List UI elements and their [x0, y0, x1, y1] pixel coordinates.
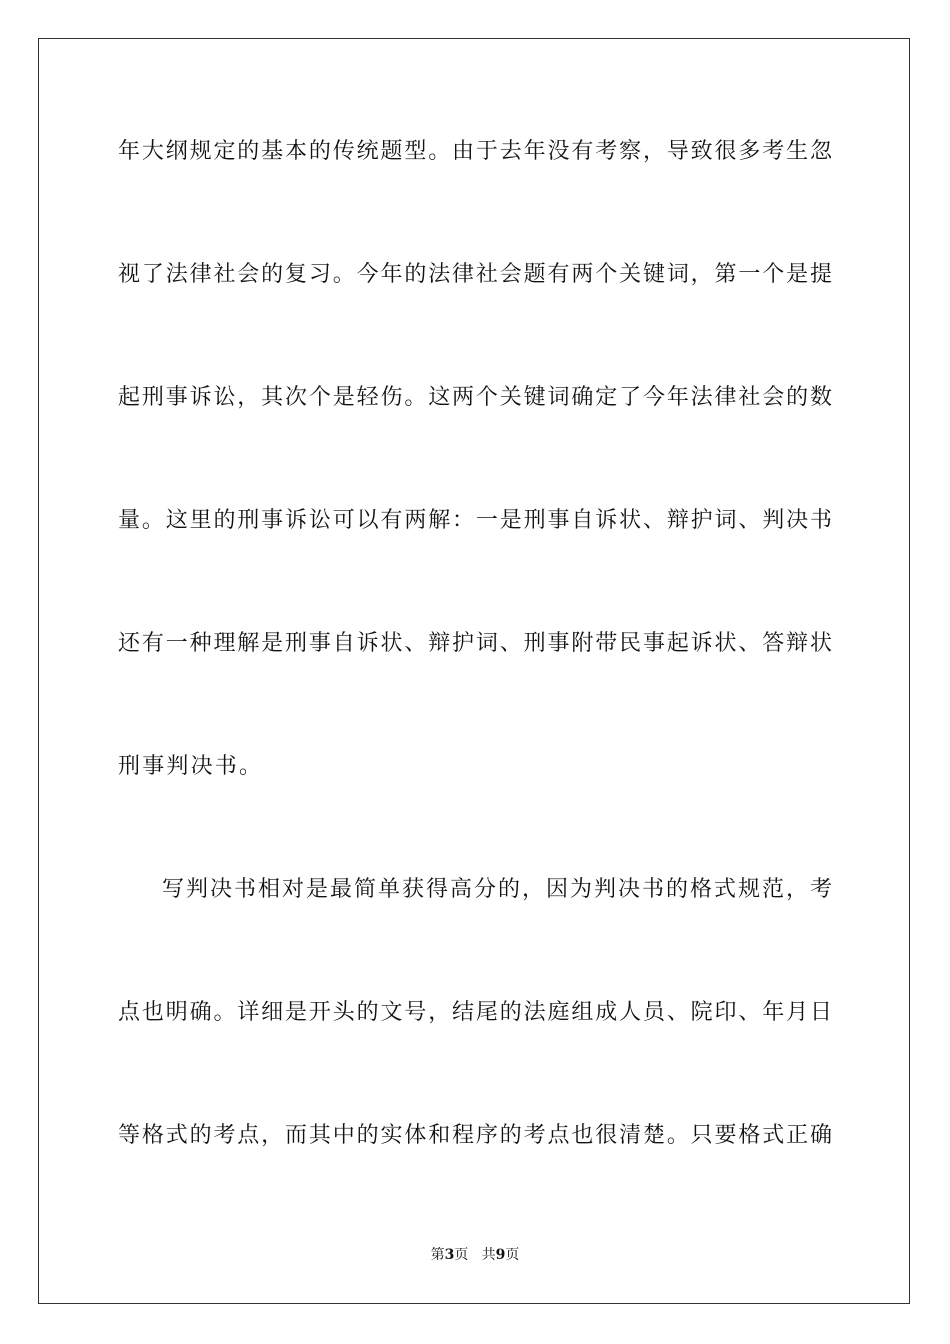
text-line: 量。这里的刑事诉讼可以有两解：一是刑事自诉状、辩护词、判决书	[118, 508, 832, 533]
page-border	[38, 38, 910, 1304]
text-line: 还有一种理解是刑事自诉状、辩护词、刑事附带民事起诉状、答辩状	[118, 631, 832, 656]
page-footer	[0, 1245, 950, 1265]
text-line: 点也明确。详细是开头的文号，结尾的法庭组成人员、院印、年月日	[118, 1000, 832, 1025]
total-suffix: 页	[505, 1247, 520, 1263]
text-line: 刑事判决书。	[118, 754, 264, 779]
text-line: 起刑事诉讼，其次个是轻伤。这两个关键词确定了今年法律社会的数	[118, 385, 832, 410]
total-prefix: 共	[481, 1247, 496, 1263]
page-total: 9	[495, 1247, 506, 1263]
page-current: 3	[444, 1247, 455, 1263]
text-line: 视了法律社会的复习。今年的法律社会题有两个关键词，第一个是提	[118, 262, 832, 287]
paragraph-first-line: 写判决书相对是最简单获得高分的，因为判决书的格式规范，考	[162, 877, 832, 902]
page-prefix: 第	[430, 1247, 445, 1263]
page-suffix: 页	[454, 1247, 469, 1263]
text-line: 等格式的考点，而其中的实体和程序的考点也很清楚。只要格式正确	[118, 1123, 832, 1148]
text-line: 年大纲规定的基本的传统题型。由于去年没有考察，导致很多考生忽	[118, 139, 832, 164]
